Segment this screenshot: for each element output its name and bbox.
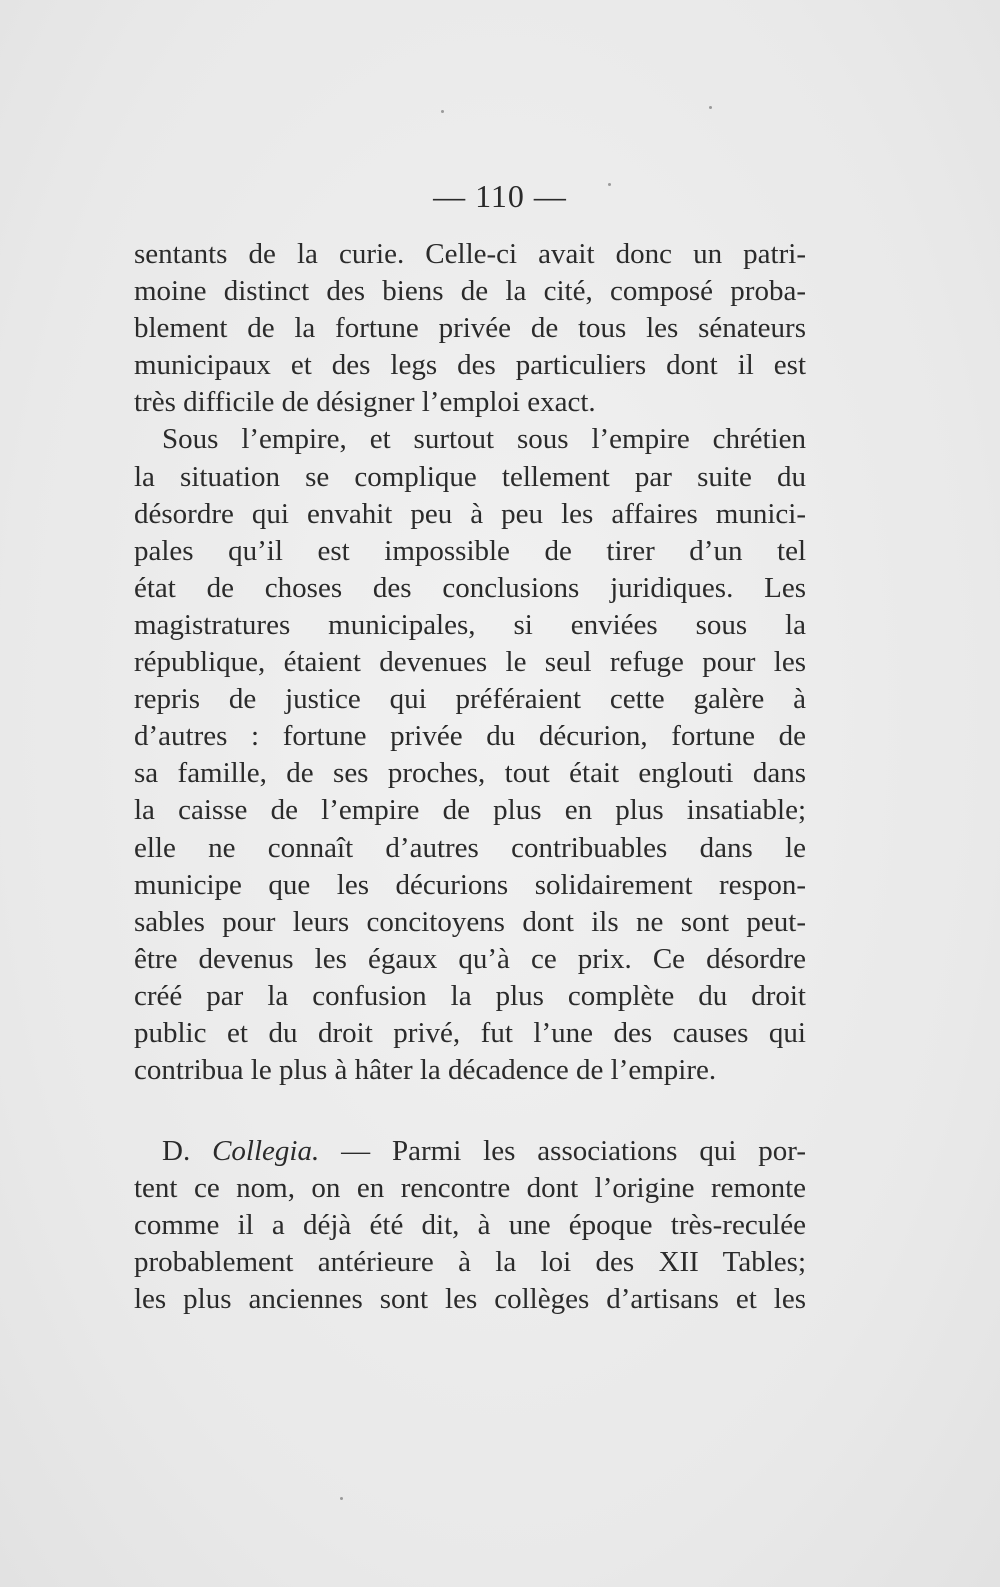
paper-speck <box>441 110 444 113</box>
text-line <box>134 1133 806 1170</box>
text-line: pales qu’il est impossible de tirer d’un tel <box>134 534 806 567</box>
text-line: très difficile de désigner l’emploi exact. <box>134 386 596 419</box>
text-line: municipe que les décurions solidairement respon- <box>134 868 806 901</box>
text-line: tent ce nom, on en rencontre dont l’origine remonte <box>134 1172 806 1205</box>
page-number: — 110 — <box>433 178 567 214</box>
text-line: les plus anciennes sont les collèges d’artisans et les <box>134 1283 806 1316</box>
section-term: Collegia. <box>212 1135 320 1167</box>
text-line: elle ne connaît d’autres contribuables dans le <box>134 831 806 864</box>
paper-speck <box>709 106 712 109</box>
text-line: repris de justice qui préféraient cette galère à <box>134 683 806 716</box>
main-text <box>134 236 806 1089</box>
text-line: Sous l’empire, et surtout sous l’empire chrétien <box>162 423 806 456</box>
text-line: désordre qui envahit peu à peu les affaires munici- <box>134 497 806 530</box>
text-line: la caisse de l’empire de plus en plus insatiable; <box>134 794 806 827</box>
text-line: la situation se complique tellement par suite du <box>134 460 806 493</box>
text-line: être devenus les égaux qu’à ce prix. Ce désordre <box>134 942 806 975</box>
text-line: sables pour leurs concitoyens dont ils ne sont peut- <box>134 905 806 938</box>
text-line: probablement antérieure à la loi des XII Tables; <box>134 1246 806 1279</box>
text-line: contribua le plus à hâter la décadence de l’empire. <box>134 1054 717 1087</box>
text-line: sa famille, de ses proches, tout était englouti dans <box>134 757 806 790</box>
text-line: public et du droit privé, fut l’une des causes qui <box>134 1016 806 1049</box>
text-line: municipaux et des legs des particuliers dont il est <box>134 349 806 382</box>
text-line: blement de la fortune privée de tous les sénateurs <box>134 312 806 345</box>
text-line: sentants de la curie. Celle-ci avait donc un patri- <box>134 238 806 270</box>
text-line: comme il a déjà été dit, à une époque très-reculée <box>134 1209 806 1242</box>
paper-speck <box>340 1497 343 1500</box>
text-line: moine distinct des biens de la cité, composé proba- <box>134 275 806 308</box>
text-line: république, étaient devenues le seul refuge pour les <box>134 646 806 679</box>
text-line: état de choses des conclusions juridiques. Les <box>134 571 806 604</box>
section-letter: D. <box>162 1135 213 1167</box>
text-fragment: — Parmi les associations qui por- <box>319 1135 806 1167</box>
collegia-section <box>134 1133 806 1318</box>
text-line: magistratures municipales, si enviées sous la <box>134 608 806 641</box>
text-line: créé par la confusion la plus complète du droit <box>134 979 806 1012</box>
text-line: d’autres : fortune privée du décurion, fortune de <box>134 720 806 753</box>
